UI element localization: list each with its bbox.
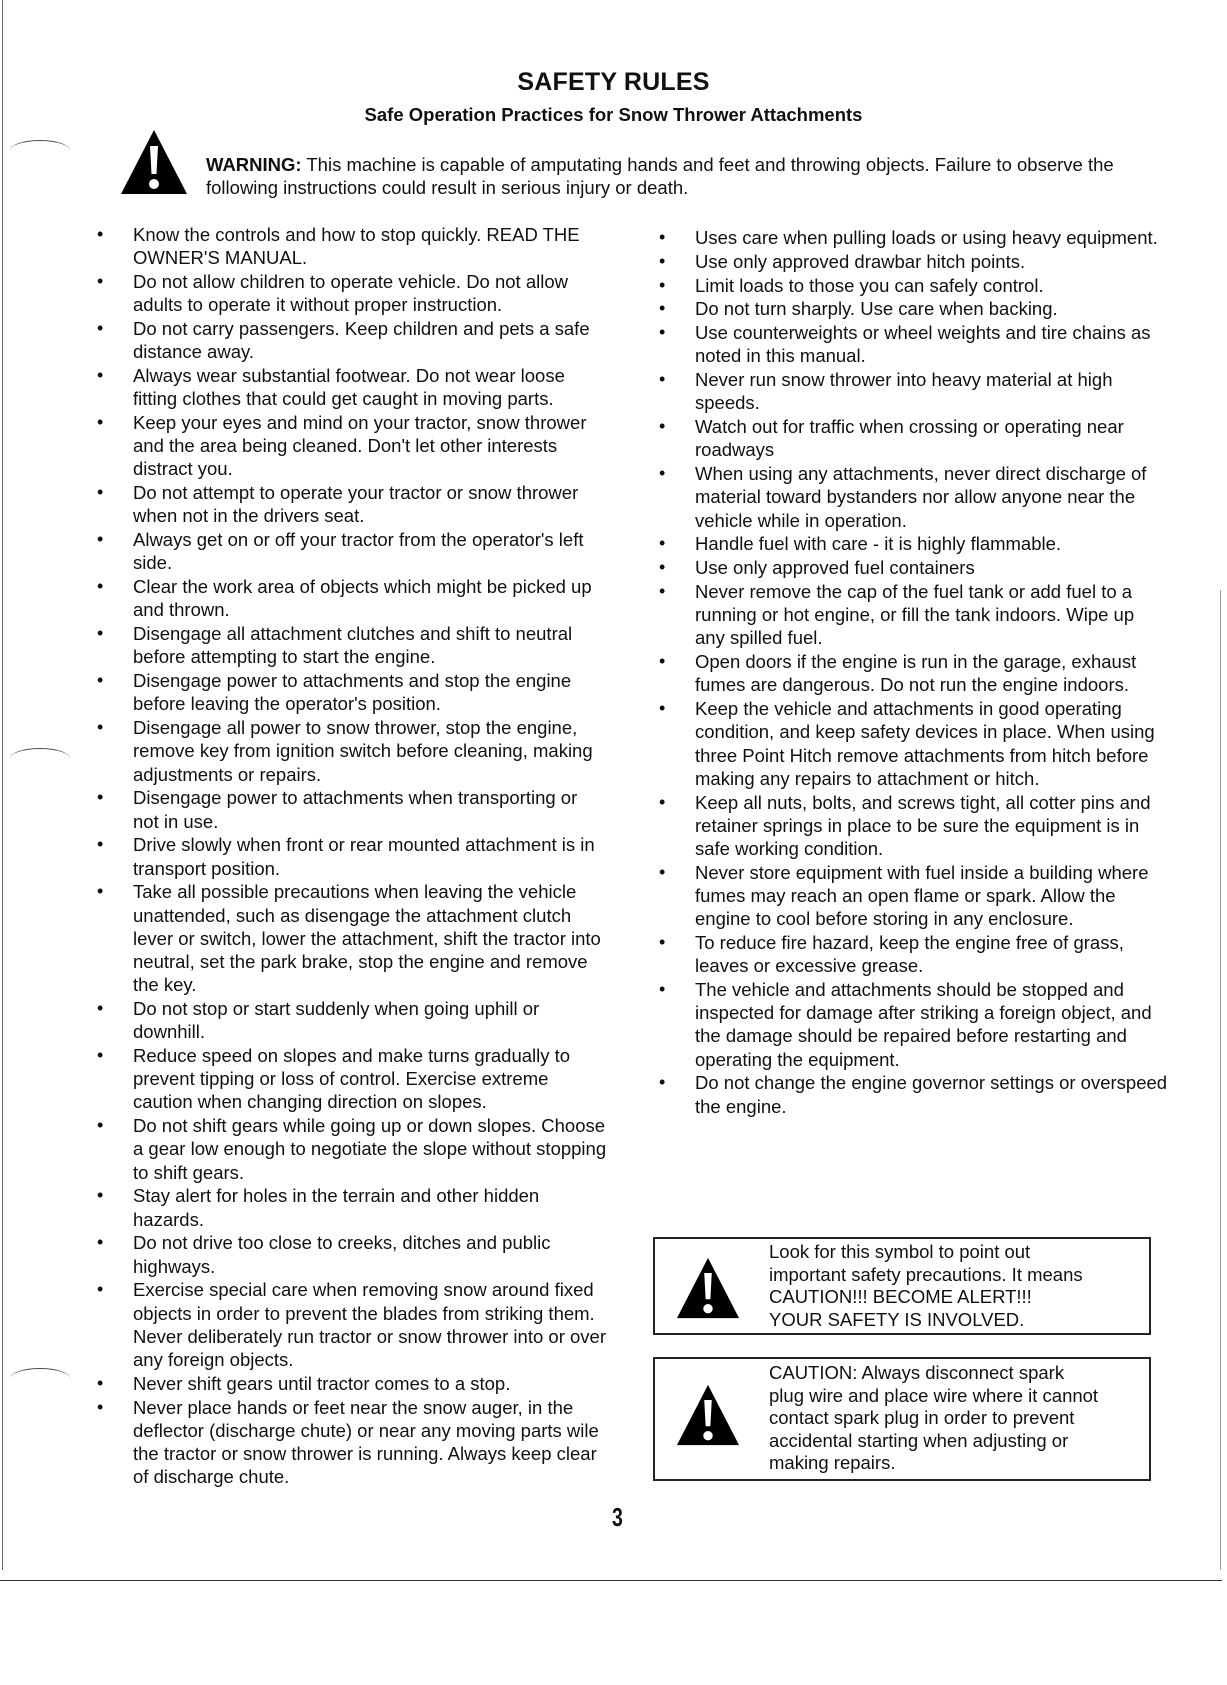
notice-line: making repairs. — [769, 1452, 896, 1474]
rule-item: • Never place hands or feet near the snow auger, in the deflector (discharge chute) or near any moving parts wile the tractor or snow thrower is running. Always keep clear of discharge chute. — [97, 1396, 607, 1489]
rule-item: • Do not turn sharply. Use care when backing. — [659, 297, 1169, 320]
notice-line: accidental starting when adjusting or — [769, 1429, 1069, 1451]
rule-item: • Never run snow thrower into heavy material at high speeds. — [659, 368, 1169, 414]
safety-rules-left-column — [97, 223, 607, 1489]
warning-text: This machine is capable of amputating hands and feet and throwing objects. Failure to observe the following instructions could result in serious injury or death. — [206, 154, 1114, 198]
rule-item: • Uses care when pulling loads or using heavy equipment. — [659, 226, 1169, 249]
warning-triangle-icon — [119, 128, 189, 196]
page-bottom-rule — [0, 1580, 1222, 1581]
warning-label: WARNING: — [206, 154, 302, 175]
rule-item: • Disengage power to attachments when transporting or not in use. — [97, 786, 607, 832]
page-number: 3 — [612, 1502, 623, 1532]
rule-item: • Do not shift gears while going up or down slopes. Choose a gear low enough to negotiate the slope without stopping to shift gears. — [97, 1114, 607, 1184]
rule-item: • Always get on or off your tractor from the operator's left side. — [97, 528, 607, 574]
rule-item: • Take all possible precautions when leaving the vehicle unattended, such as disengage the attachment clutch lever or switch, lower the attachment, shift the tractor into neutral, set the park brake, stop the engine and remove the key. — [97, 880, 607, 996]
rule-item: • Do not allow children to operate vehicle. Do not allow adults to operate it without proper instruction. — [97, 270, 607, 316]
rule-item: • The vehicle and attachments should be stopped and inspected for damage after striking a foreign object, and the damage should be repaired before restarting and operating the equipment. — [659, 978, 1169, 1071]
notice-line: important safety precautions. It means — [769, 1263, 1083, 1285]
notice-line: YOUR SAFETY IS INVOLVED. — [769, 1308, 1025, 1330]
page-title: SAFETY RULES — [517, 68, 710, 96]
notice-line: Look for this symbol to point out — [769, 1241, 1031, 1262]
rule-item: • Watch out for traffic when crossing or operating near roadways — [659, 415, 1169, 461]
rule-item: • To reduce fire hazard, keep the engine free of grass, leaves or excessive grease. — [659, 931, 1169, 977]
caution-spark-plug-notice — [653, 1357, 1151, 1481]
notice-line: CAUTION: Always disconnect spark — [769, 1362, 1065, 1383]
rule-item: • Never shift gears until tractor comes to a stop. — [97, 1372, 607, 1395]
rule-item: • Exercise special care when removing snow around fixed objects in order to prevent the blades from striking them. Never deliberately run tractor or snow thrower into or over any foreign objects. — [97, 1278, 607, 1371]
rule-item: • Always wear substantial footwear. Do not wear loose fitting clothes that could get caught in moving parts. — [97, 364, 607, 410]
rule-item: • Handle fuel with care - it is highly flammable. — [659, 532, 1169, 555]
scan-mark — [10, 140, 70, 161]
page-subtitle: Safe Operation Practices for Snow Thrower Attachments — [364, 104, 863, 125]
rule-item: • Disengage all power to snow thrower, stop the engine, remove key from ignition switch before cleaning, making adjustments or repairs. — [97, 716, 607, 786]
page-edge — [2, 0, 3, 1570]
rule-item: • Drive slowly when front or rear mounted attachment is in transport position. — [97, 833, 607, 879]
rule-item: • Disengage power to attachments and stop the engine before leaving the operator's position. — [97, 669, 607, 715]
rule-item: • Do not carry passengers. Keep children and pets a safe distance away. — [97, 317, 607, 363]
notice-line: CAUTION!!! BECOME ALERT!!! — [769, 1286, 1032, 1308]
warning-triangle-icon — [675, 1383, 741, 1447]
rule-item: • Never store equipment with fuel inside a building where fumes may reach an open flame or spark. Allow the engine to cool before storing in any enclosure. — [659, 861, 1169, 931]
scan-mark — [10, 748, 70, 769]
rule-item: • Do not drive too close to creeks, ditches and public highways. — [97, 1231, 607, 1277]
notice-text — [769, 1241, 1141, 1331]
notice-line: contact spark plug in order to prevent — [769, 1407, 1075, 1429]
rule-item: • Clear the work area of objects which might be picked up and thrown. — [97, 575, 607, 621]
notice-text — [769, 1362, 1141, 1475]
safety-rules-right-column — [659, 226, 1169, 1118]
rule-item: • Stay alert for holes in the terrain and other hidden hazards. — [97, 1184, 607, 1230]
warning-triangle-icon — [675, 1256, 741, 1320]
rule-item: • Use only approved fuel containers — [659, 556, 1169, 579]
rule-item: • Use only approved drawbar hitch points. — [659, 250, 1169, 273]
rule-item: • Limit loads to those you can safely control. — [659, 274, 1169, 297]
warning-statement — [206, 153, 1126, 199]
rule-item: • Keep your eyes and mind on your tractor, snow thrower and the area being cleaned. Don't let other interests distract you. — [97, 411, 607, 481]
rule-item: • Know the controls and how to stop quickly. READ THE OWNER'S MANUAL. — [97, 223, 607, 269]
rule-item: • Keep the vehicle and attachments in good operating condition, and keep safety devices in place. When using three Point Hitch remove attachments from hitch before making any repairs to attachment or hitch. — [659, 697, 1169, 790]
safety-symbol-notice — [653, 1237, 1151, 1335]
notice-line: plug wire and place wire where it cannot — [769, 1384, 1099, 1406]
rule-item: • Do not attempt to operate your tractor or snow thrower when not in the drivers seat. — [97, 481, 607, 527]
rule-item: • Do not change the engine governor settings or overspeed the engine. — [659, 1071, 1169, 1117]
rule-item: • Do not stop or start suddenly when going uphill or downhill. — [97, 997, 607, 1043]
rule-item: • Use counterweights or wheel weights and tire chains as noted in this manual. — [659, 321, 1169, 367]
rule-item: • Keep all nuts, bolts, and screws tight, all cotter pins and retainer springs in place to be sure the equipment is in safe working condition. — [659, 791, 1169, 861]
page-edge — [1220, 590, 1221, 1570]
rule-item: • When using any attachments, never direct discharge of material toward bystanders nor allow anyone near the vehicle while in operation. — [659, 462, 1169, 532]
rule-item: • Reduce speed on slopes and make turns gradually to prevent tipping or loss of control. Exercise extreme caution when changing direction on slopes. — [97, 1044, 607, 1114]
rule-item: • Open doors if the engine is run in the garage, exhaust fumes are dangerous. Do not run the engine indoors. — [659, 650, 1169, 696]
rule-item: • Never remove the cap of the fuel tank or add fuel to a running or hot engine, or fill the tank indoors. Wipe up any spilled fuel. — [659, 580, 1169, 650]
rule-item: • Disengage all attachment clutches and shift to neutral before attempting to start the engine. — [97, 622, 607, 668]
scan-mark — [10, 1368, 70, 1389]
